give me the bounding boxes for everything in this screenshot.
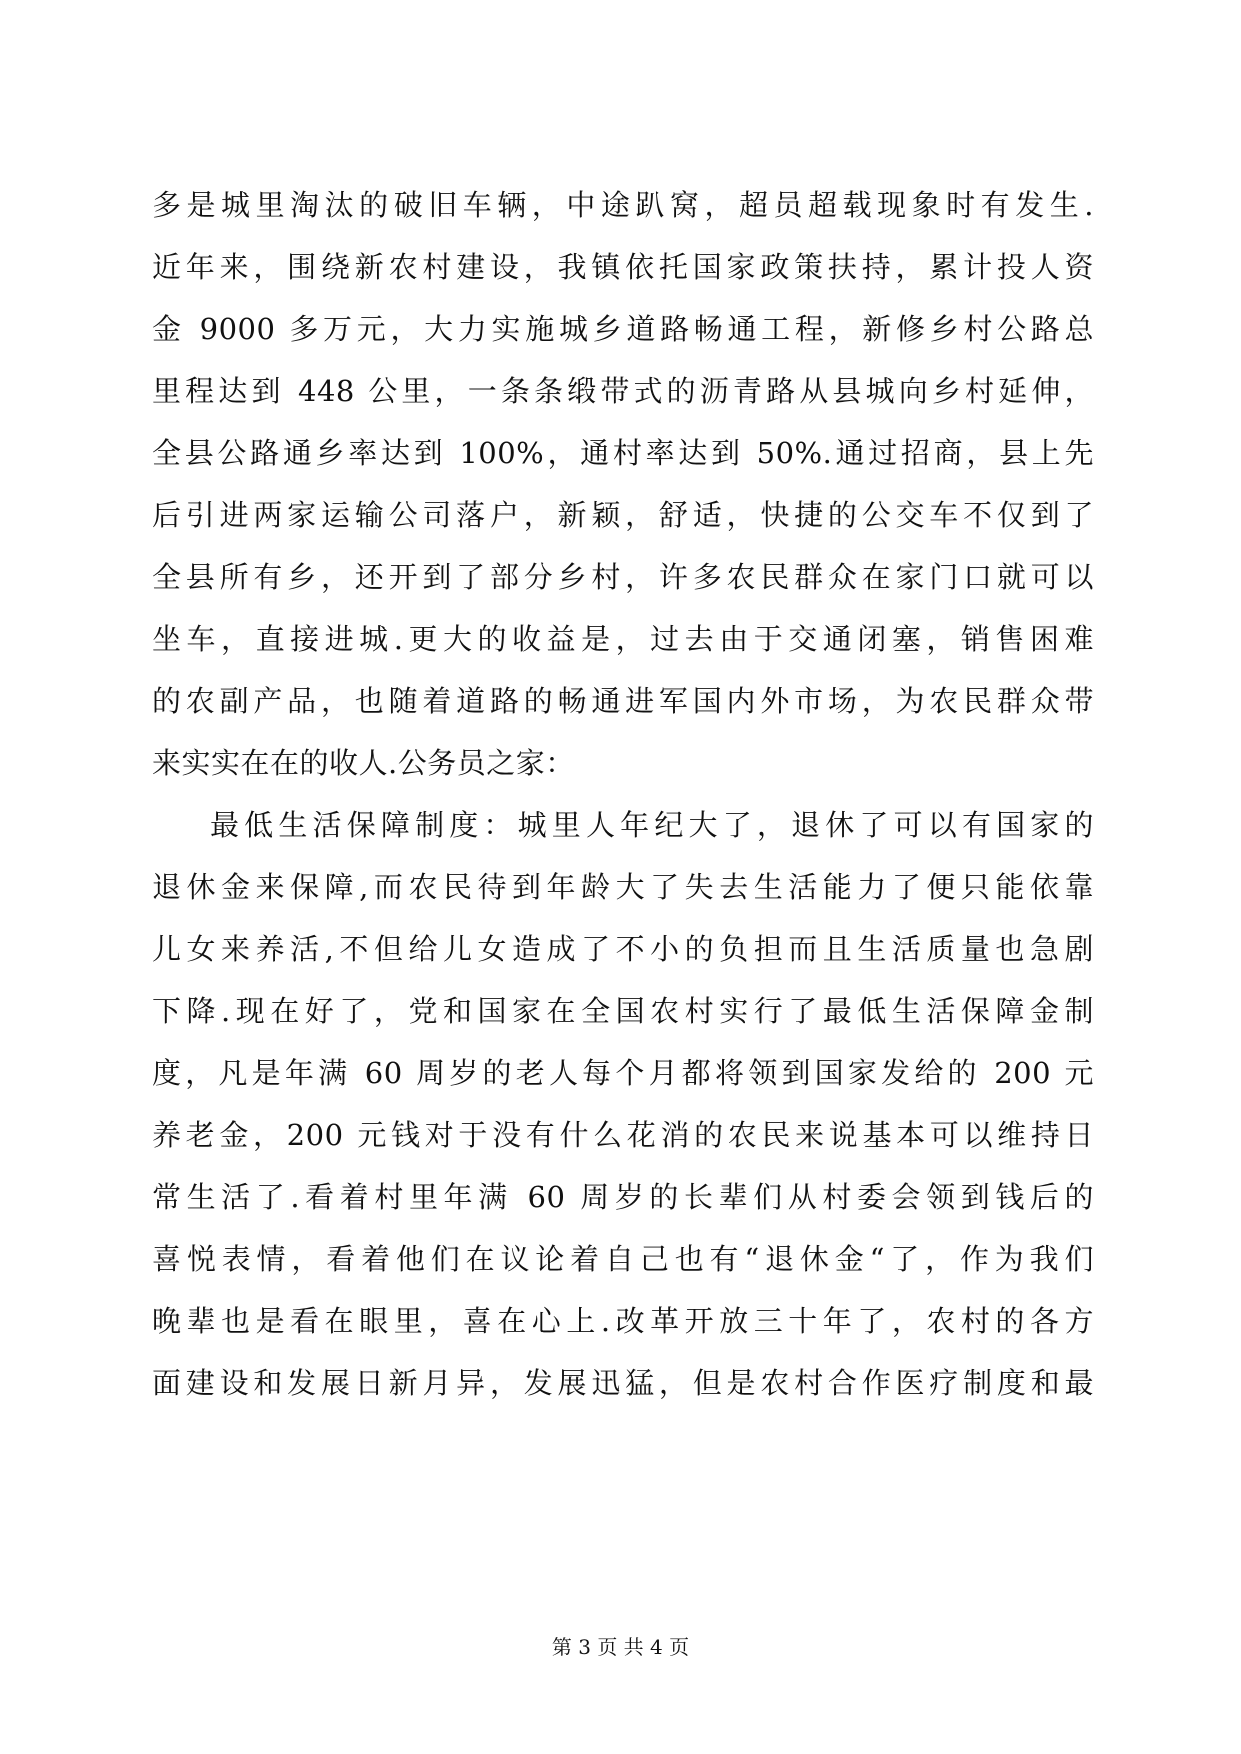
text-line: 后引进两家运输公司落户，新颖，舒适，快捷的公交车不仅到了 — [152, 498, 1094, 532]
text-line: 金 9000 多万元，大力实施城乡道路畅通工程，新修乡村公路总 — [152, 312, 1094, 346]
text-line: 常生活了.看着村里年满 60 周岁的长辈们从村委会领到钱后的 — [152, 1180, 1094, 1214]
body-text — [152, 174, 1094, 1414]
text-line: 全县所有乡，还开到了部分乡村，许多农民群众在家门口就可以 — [152, 560, 1094, 594]
text-line: 里程达到 448 公里，一条条缎带式的沥青路从县城向乡村延伸， — [152, 374, 1094, 408]
text-line: 晚辈也是看在眼里，喜在心上.改革开放三十年了，农村的各方 — [152, 1304, 1094, 1338]
text-line: 下降.现在好了，党和国家在全国农村实行了最低生活保障金制 — [152, 994, 1094, 1028]
text-line: 多是城里淘汰的破旧车辆，中途趴窝，超员超载现象时有发生. — [152, 188, 1094, 222]
text-line: 最低生活保障制度：城里人年纪大了，退休了可以有国家的 — [210, 808, 1094, 842]
text-line: 喜悦表情，看着他们在议论着自己也有“退休金“了，作为我们 — [152, 1242, 1094, 1276]
text-line: 退休金来保障,而农民待到年龄大了失去生活能力了便只能依靠 — [152, 870, 1094, 904]
text-line: 儿女来养活,不但给儿女造成了不小的负担而且生活质量也急剧 — [152, 932, 1094, 966]
text-line: 度，凡是年满 60 周岁的老人每个月都将领到国家发给的 200 元 — [152, 1056, 1094, 1090]
text-line: 全县公路通乡率达到 100%，通村率达到 50%.通过招商，县上先 — [152, 436, 1094, 470]
page-number-footer: 第 3 页 共 4 页 — [551, 1635, 690, 1659]
text-line: 近年来，围绕新农村建设，我镇依托国家政策扶持，累计投人资 — [152, 250, 1094, 284]
text-line: 来实实在在的收人.公务员之家： — [152, 746, 575, 780]
text-line: 坐车，直接进城.更大的收益是，过去由于交通闭塞，销售困难 — [152, 622, 1094, 656]
paragraph-minimum-living-security — [152, 794, 1094, 1414]
text-line: 的农副产品，也随着道路的畅通进军国内外市场，为农民群众带 — [152, 684, 1094, 718]
paragraph-transport — [152, 174, 1094, 794]
text-line: 养老金，200 元钱对于没有什么花消的农民来说基本可以维持日 — [152, 1118, 1094, 1152]
text-line: 面建设和发展日新月异，发展迅猛，但是农村合作医疗制度和最 — [152, 1366, 1094, 1400]
